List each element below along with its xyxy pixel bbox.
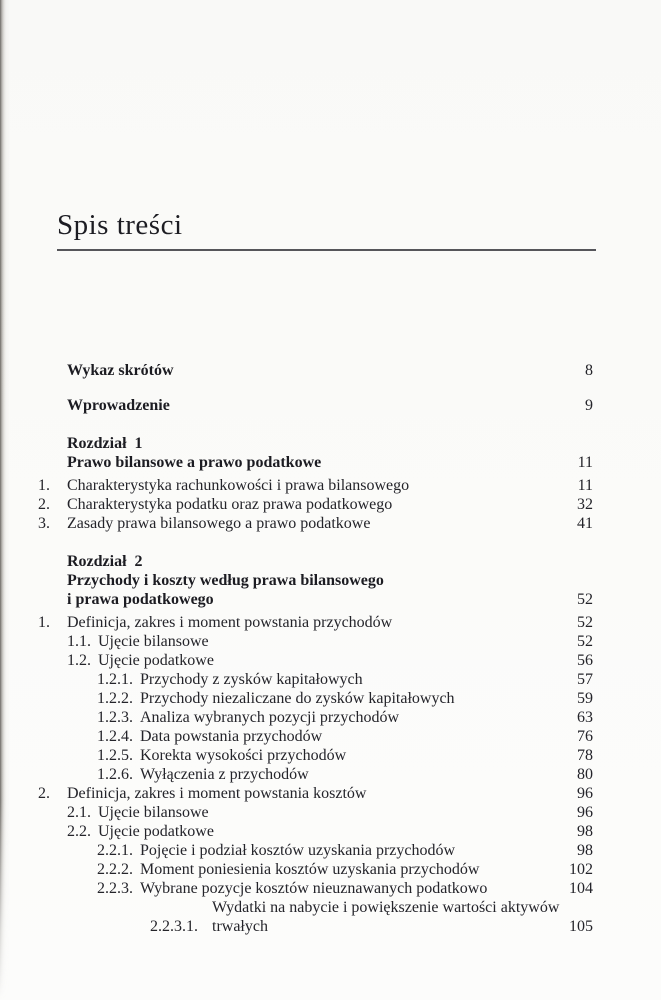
toc-entry [38, 514, 593, 533]
toc-entry-page: 96 [577, 785, 593, 802]
toc-entry-line: Ujęcie bilansowe [98, 804, 209, 821]
toc-entry-line: Zasady prawa bilansowego a prawo podatkowe [67, 515, 371, 532]
toc-entry-page: 57 [577, 671, 593, 688]
toc-entry-text [67, 434, 570, 472]
page-title: Spis treści [57, 209, 183, 241]
toc-entry-number: 2.2.1. [97, 842, 133, 859]
toc-entry-text [140, 765, 569, 784]
toc-entry-page: 76 [577, 728, 593, 745]
toc-entry-line: Wprowadzenie [67, 397, 170, 414]
toc-entry-page: 78 [577, 747, 593, 764]
toc-entry [97, 708, 593, 727]
toc-entry [38, 495, 593, 514]
toc-entry [67, 632, 593, 651]
toc-entry-number: 2. [38, 785, 50, 802]
toc-entry-text [140, 670, 569, 689]
toc-entry-page: 105 [569, 918, 593, 935]
toc-entry-page: 8 [585, 362, 593, 379]
toc-entry-page: 32 [577, 496, 593, 513]
toc-entry [67, 822, 593, 841]
toc-entry-number: 1.2.3. [97, 709, 133, 726]
toc-entry-line: Charakterystyka podatku oraz prawa podatkowego [67, 496, 393, 513]
toc-entry-line: Przychody niezaliczane do zysków kapitałowych [140, 690, 455, 707]
toc-entry-text [140, 727, 569, 746]
toc-entry-number: 1.2.5. [97, 747, 133, 764]
toc-entry-line: Wykaz skrótów [67, 362, 174, 379]
toc-entry-text [67, 552, 569, 609]
toc-entry-page: 80 [577, 766, 593, 783]
toc-entry-number: 1.2.6. [97, 766, 133, 783]
page-edge-shadow [0, 0, 10, 1000]
toc-entry [38, 476, 593, 495]
toc-entry [38, 784, 593, 803]
toc-entry-text [98, 803, 569, 822]
toc-entry-line: Prawo bilansowe a prawo podatkowe [67, 454, 322, 471]
toc-entry-page: 104 [569, 880, 593, 897]
toc-entry-page: 11 [577, 454, 593, 471]
toc-entry-line: Charakterystyka rachunkowości i prawa bilansowego [67, 477, 410, 494]
toc-entry [97, 727, 593, 746]
toc-entry-number: 2.1. [67, 804, 91, 821]
toc-entry-line: Ujęcie podatkowe [98, 652, 214, 669]
toc-entry-page: 52 [577, 614, 593, 631]
toc-entry-line: Ujęcie bilansowe [98, 633, 209, 650]
toc-entry [97, 765, 593, 784]
toc-entry-line: Przychody z zysków kapitałowych [140, 671, 363, 688]
toc-entry-line: Rozdział 2 [67, 553, 143, 570]
toc-entry [67, 803, 593, 822]
toc-entry-page: 102 [569, 861, 593, 878]
toc-entry-number: 2.2.3. [97, 880, 133, 897]
toc-entry [67, 361, 593, 380]
toc-entry-page: 52 [577, 591, 593, 608]
toc-entry-line: Data powstania przychodów [140, 728, 323, 745]
toc-entry-text [67, 495, 569, 514]
toc-entry-number: 1. [38, 477, 50, 494]
toc-entry-line: Definicja, zakres i moment powstania przychodów [67, 614, 393, 631]
toc-entry-line: Moment poniesienia kosztów uzyskania przychodów [140, 861, 480, 878]
toc-entry-line: Ujęcie podatkowe [98, 823, 214, 840]
toc-entry [97, 670, 593, 689]
toc-entry-line: i prawa podatkowego [67, 591, 214, 608]
toc-entry-page: 98 [577, 842, 593, 859]
toc-entry [67, 651, 593, 670]
toc-entry-line: trwałych [212, 918, 268, 935]
toc-entry-page: 11 [577, 477, 593, 494]
toc-entry-page: 98 [577, 823, 593, 840]
toc-entry [67, 434, 593, 472]
toc-entry-text [140, 689, 569, 708]
toc-entry-number: 3. [38, 515, 50, 532]
toc-entry-number: 2.2.2. [97, 861, 133, 878]
toc-entry [97, 879, 593, 898]
toc-entry-page: 9 [585, 397, 593, 414]
toc-entry-text [67, 476, 570, 495]
toc-entry-text [67, 514, 569, 533]
toc-entry-text [67, 396, 577, 415]
toc-entry-page: 52 [577, 633, 593, 650]
toc-entry-line: Korekta wysokości przychodów [140, 747, 347, 764]
toc-entry-line: Przychody i koszty według prawa bilansowego [67, 572, 384, 589]
toc-entry-line: Pojęcie i podział kosztów uzyskania przychodów [140, 842, 456, 859]
toc-entry-text [140, 841, 569, 860]
toc-entry-text [140, 860, 561, 879]
toc-entry-text [98, 651, 569, 670]
toc-entry-number: 1.2. [67, 652, 91, 669]
toc-entry [38, 613, 593, 632]
toc-entry-page: 41 [577, 515, 593, 532]
toc-entry-text [140, 746, 569, 765]
toc-entry-number: 2. [38, 496, 50, 513]
toc-entry-number: 2.2. [67, 823, 91, 840]
toc-entry-line: Wyłączenia z przychodów [140, 766, 309, 783]
toc-entry-line: Rozdział 1 [67, 435, 143, 452]
toc-entry [67, 552, 593, 609]
toc-entry-number: 1.2.4. [97, 728, 133, 745]
title-rule [57, 249, 596, 251]
toc-entry-text [67, 361, 577, 380]
toc-entry-text [67, 784, 569, 803]
toc-entry [97, 841, 593, 860]
toc-entry-text [212, 898, 561, 936]
toc-entry [97, 746, 593, 765]
toc-entry-page: 56 [577, 652, 593, 669]
toc-entry-line: Wybrane pozycje kosztów nieuznawanych podatkowo [140, 880, 488, 897]
toc-entry-line: Definicja, zakres i moment powstania kosztów [67, 785, 367, 802]
toc-entry-page: 63 [577, 709, 593, 726]
table-of-contents [38, 361, 593, 936]
toc-entry-text [98, 822, 569, 841]
toc-entry-line: Analiza wybranych pozycji przychodów [140, 709, 400, 726]
toc-entry-number: 2.2.3.1. [150, 918, 198, 935]
toc-entry [97, 689, 593, 708]
toc-entry [150, 898, 593, 936]
toc-entry-page: 96 [577, 804, 593, 821]
toc-entry [67, 396, 593, 415]
toc-entry-page: 59 [577, 690, 593, 707]
toc-entry-number: 1.2.2. [97, 690, 133, 707]
toc-entry-number: 1. [38, 614, 50, 631]
toc-entry-text [98, 632, 569, 651]
toc-entry-line: Wydatki na nabycie i powiększenie wartości aktywów [212, 899, 560, 916]
toc-entry-text [140, 708, 569, 727]
toc-entry-number: 1.2.1. [97, 671, 133, 688]
toc-entry-text [140, 879, 561, 898]
toc-entry-text [67, 613, 569, 632]
toc-entry [97, 860, 593, 879]
toc-entry-number: 1.1. [67, 633, 91, 650]
